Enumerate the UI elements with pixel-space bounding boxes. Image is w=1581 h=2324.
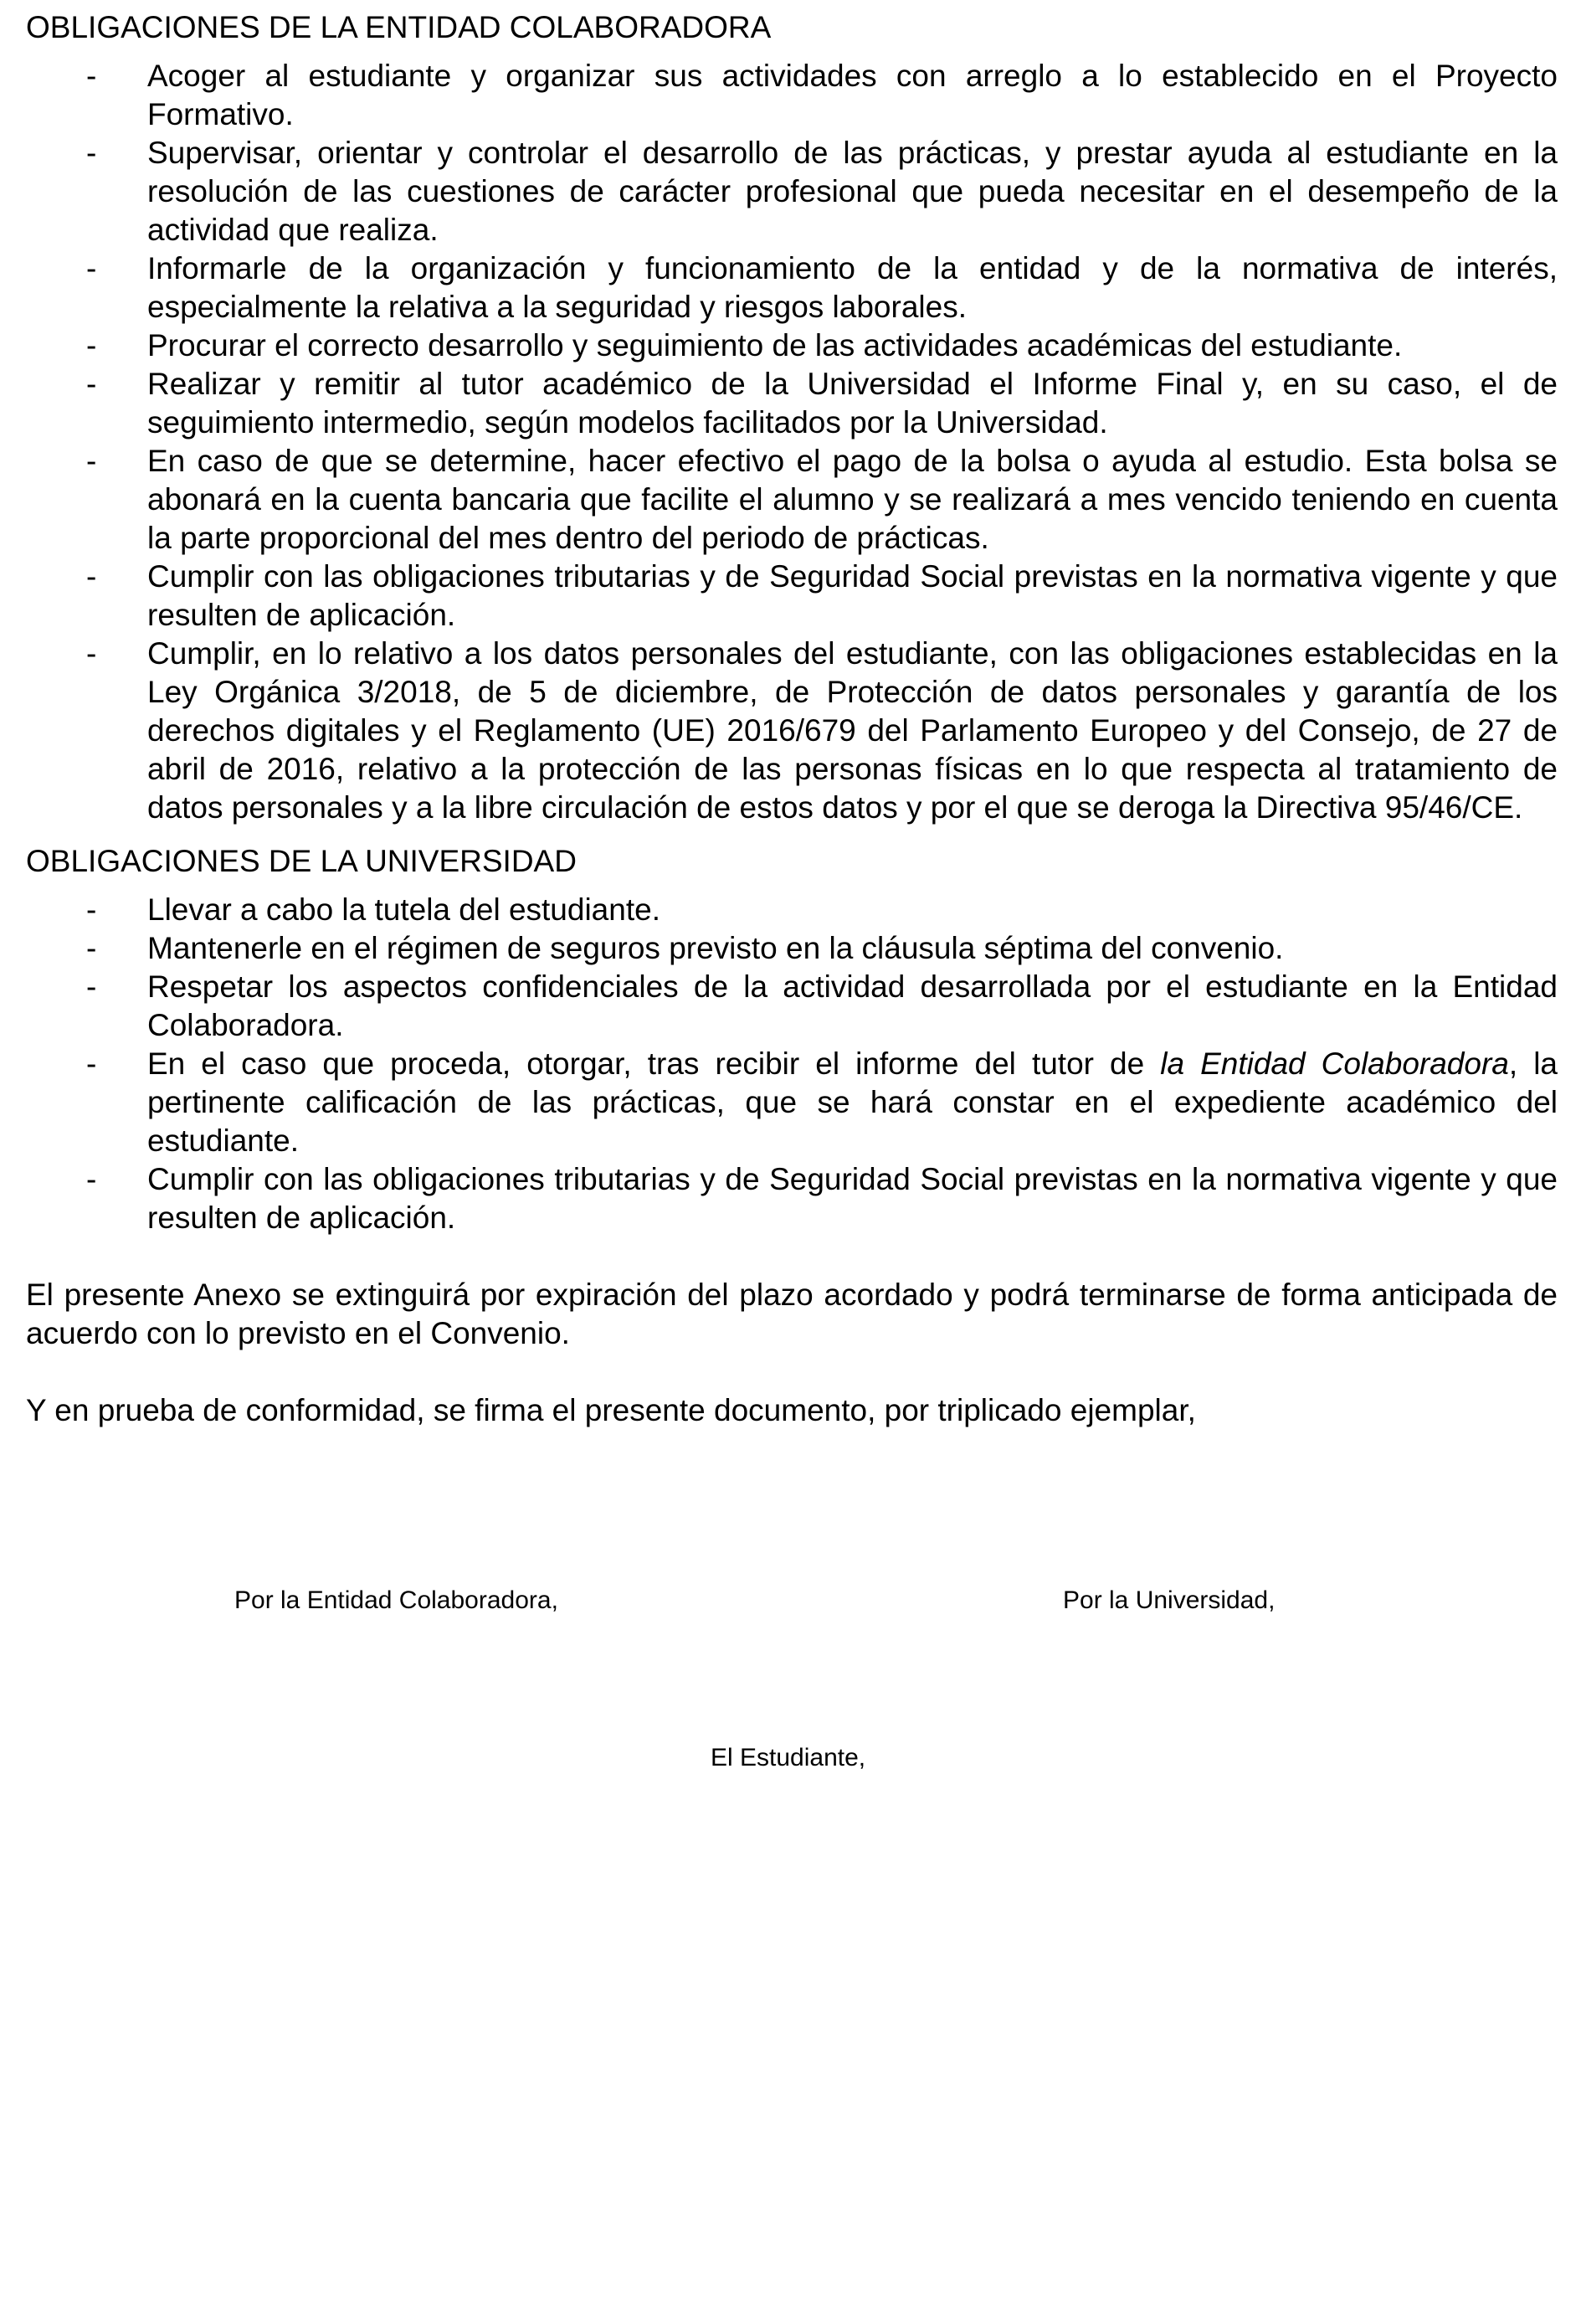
list-item: - En caso de que se determine, hacer efectivo el pago de la bolsa o ayuda al estudio. Esta bolsa se abonará en la cuenta bancaria que facilite el alumno y se realizará a mes vencido teniendo en cuenta la parte proporcional del mes dentro del periodo de prácticas.: [86, 444, 1558, 555]
bullet-dash: -: [86, 59, 97, 93]
item-text: , la pertinente calificación de las prácticas, que se hará constar en el expediente académico del estudiante.: [147, 1046, 1558, 1158]
bullet-dash: -: [86, 251, 97, 285]
list-item: - Supervisar, orientar y controlar el desarrollo de las prácticas, y prestar ayuda al estudiante en la resolución de las cuestiones de carácter profesional que pueda necesitar en el desempeño de la actividad que realiza.: [86, 136, 1558, 247]
list-item: - Cumplir, en lo relativo a los datos personales del estudiante, con las obligaciones establecidas en la Ley Orgánica 3/2018, de 5 de diciembre, de Protección de datos personales y garantía de los derechos digitales y el Reglamento (UE) 2016/679 del Parlamento Europeo y del Consejo, de 27 de abril de 2016, relativo a la protección de las personas físicas en lo que respecta al tratamiento de datos personales y a la libre circulación de estos datos y por el que se deroga la Directiva 95/46/CE.: [86, 636, 1558, 825]
closing-paragraph: Y en prueba de conformidad, se firma el presente documento, por triplicado ejemplar,: [26, 1393, 1196, 1427]
entidad-italic: la Entidad Colaboradora: [1160, 1046, 1509, 1081]
bullet-dash: -: [86, 367, 97, 401]
universidad-section: [26, 842, 1558, 1237]
list-item: - Llevar a cabo la tutela del estudiante.: [26, 891, 1558, 929]
extinction-paragraph: El presente Anexo se extinguirá por expiración del plazo acordado y podrá terminarse de forma anticipada de acuerdo con lo previsto en el Convenio.: [26, 1278, 1558, 1350]
bullet-dash: -: [86, 1046, 97, 1081]
signature-universidad: Por la Universidad,: [1063, 1586, 1276, 1614]
list-item: - Mantenerle en el régimen de seguros previsto en la cláusula séptima del convenio.: [26, 929, 1558, 968]
bullet-dash: -: [86, 892, 97, 927]
list-item: - Respetar los aspectos confidenciales de la actividad desarrollada por el estudiante en la Entidad Colaboradora.: [86, 969, 1558, 1042]
bullet-dash: -: [86, 636, 97, 671]
section-title-entidad: OBLIGACIONES DE LA ENTIDAD COLABORADORA: [26, 10, 772, 44]
bullet-dash: -: [86, 931, 97, 965]
entidad-obligations-list: [26, 57, 1558, 827]
list-item: - Informarle de la organización y funcionamiento de la entidad y de la normativa de interés, especialmente la relativa a la seguridad y riesgos laborales.: [86, 251, 1558, 324]
list-item: - Procurar el correcto desarrollo y seguimiento de las actividades académicas del estudiante.: [26, 326, 1558, 365]
section-title-universidad: OBLIGACIONES DE LA UNIVERSIDAD: [26, 844, 577, 878]
list-item: - Realizar y remitir al tutor académico de la Universidad el Informe Final y, en su caso, el de seguimiento intermedio, según modelos facilitados por la Universidad.: [86, 367, 1558, 440]
bullet-dash: -: [86, 328, 97, 362]
signature-entidad: Por la Entidad Colaboradora,: [234, 1586, 558, 1614]
bullet-dash: -: [86, 969, 97, 1004]
universidad-obligations-list: [26, 891, 1558, 1237]
bullet-dash: -: [86, 444, 97, 478]
bullet-dash: -: [86, 136, 97, 170]
list-item: - Acoger al estudiante y organizar sus actividades con arreglo a lo establecido en el Proyecto Formativo.: [86, 59, 1558, 131]
bullet-dash: -: [86, 1162, 97, 1196]
bullet-dash: -: [86, 559, 97, 594]
list-item: - Cumplir con las obligaciones tributarias y de Seguridad Social previstas en la normativa vigente y que resulten de aplicación.: [86, 1162, 1558, 1235]
list-item: [26, 1045, 1558, 1160]
document-page: [26, 8, 1558, 1430]
list-item: - Cumplir con las obligaciones tributarias y de Seguridad Social previstas en la normativa vigente y que resulten de aplicación.: [86, 559, 1558, 632]
item-text: En el caso que proceda, otorgar, tras recibir el informe del tutor de: [147, 1046, 1161, 1081]
signature-estudiante: El Estudiante,: [711, 1744, 866, 1771]
